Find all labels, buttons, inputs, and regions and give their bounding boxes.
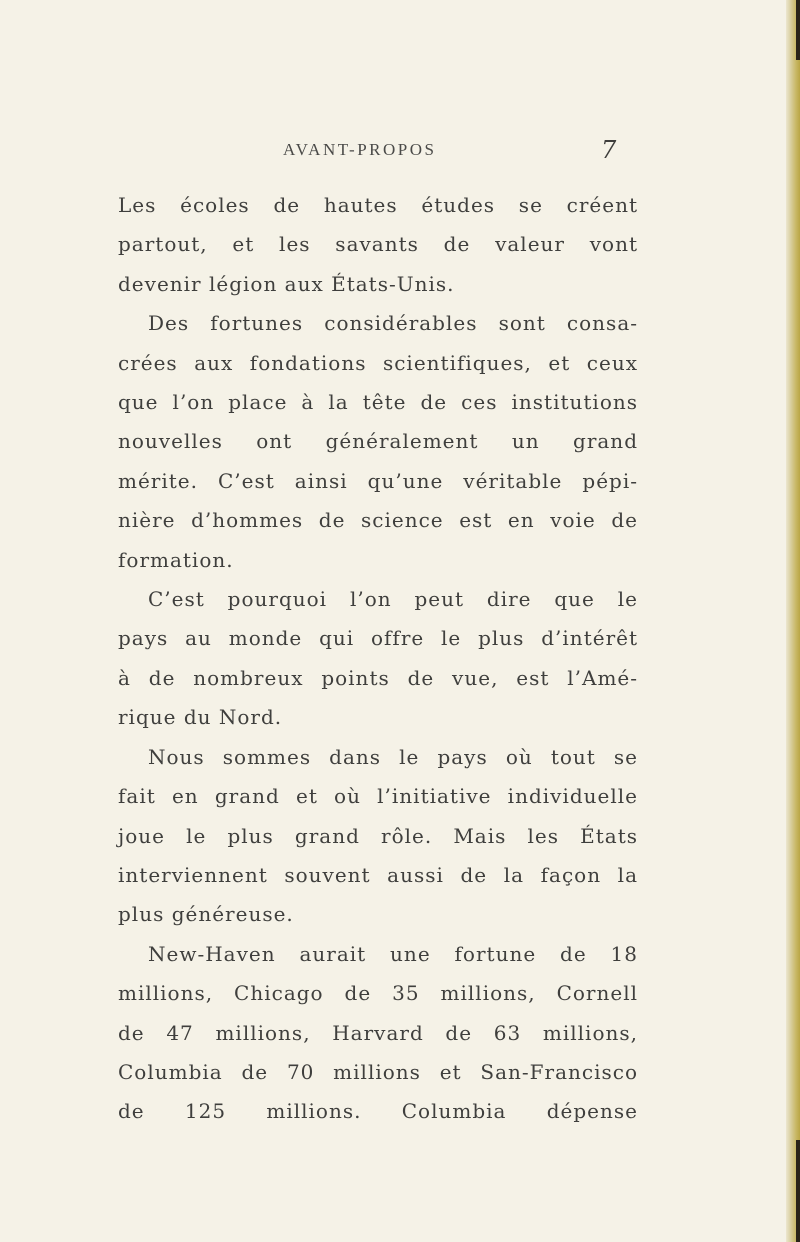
text-line: pays au monde qui offre le plus d’intérêt: [118, 626, 638, 651]
text-line: Des fortunes considérables sont consa-: [148, 311, 638, 336]
text-line: crées aux fondations scientifiques, et ceux: [118, 350, 638, 375]
text-line: de 47 millions, Harvard de 63 millions,: [118, 1020, 638, 1045]
text-line: de 125 millions. Columbia dépense: [118, 1099, 638, 1124]
text-line: New-Haven aurait une fortune de 18: [148, 941, 638, 966]
text-line: C’est pourquoi l’on peut dire que le: [148, 587, 638, 612]
text-line: Columbia de 70 millions et San-Francisco: [118, 1059, 638, 1084]
text-line: formation.: [118, 547, 234, 572]
text-line: millions, Chicago de 35 millions, Cornell: [118, 981, 638, 1006]
page-edge-shadow: [796, 0, 800, 60]
text-line: nière d’hommes de science est en voie de: [118, 508, 638, 533]
text-line: Les écoles de hautes études se créent: [118, 193, 638, 217]
running-title: AVANT-PROPOS: [283, 140, 437, 159]
text-line: Nous sommes dans le pays où tout se: [148, 744, 638, 769]
text-line: partout, et les savants de valeur vont: [118, 232, 638, 257]
page-number: 7: [601, 136, 617, 164]
text-line: à de nombreux points de vue, est l’Amé-: [118, 665, 638, 690]
page-edge: [786, 0, 800, 1242]
text-line: fait en grand et où l’initiative individuelle: [118, 784, 638, 809]
text-line: rique du Nord.: [118, 705, 283, 730]
text-line: plus généreuse.: [118, 902, 294, 927]
text-line: nouvelles ont généralement un grand: [118, 429, 638, 454]
page-edge-shadow: [796, 1140, 800, 1242]
text-line: que l’on place à la tête de ces institutions: [118, 390, 638, 415]
text-line: joue le plus grand rôle. Mais les États: [118, 823, 638, 848]
text-line: mérite. C’est ainsi qu’une véritable pépi-: [118, 468, 638, 493]
text-line: devenir légion aux États-Unis.: [118, 271, 455, 296]
text-line: interviennent souvent aussi de la façon la: [118, 862, 638, 887]
body-text: [118, 186, 638, 1132]
